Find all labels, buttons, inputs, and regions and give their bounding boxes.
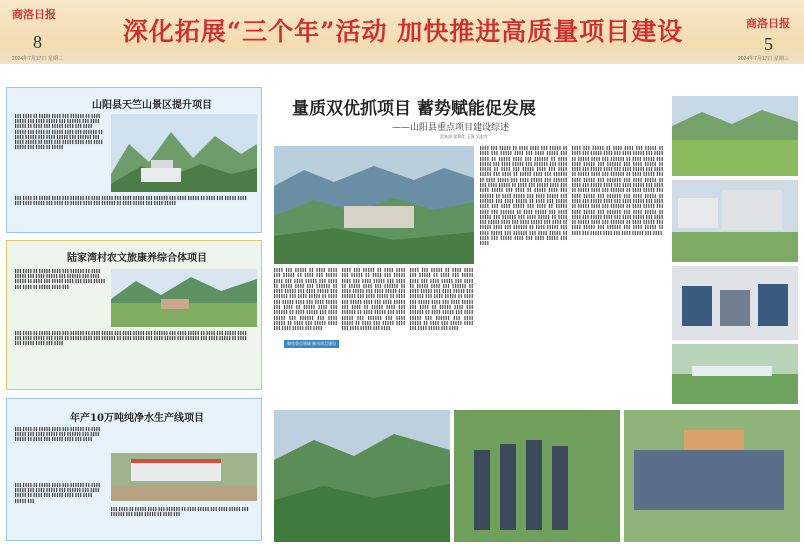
county-aerial-image [274, 146, 474, 264]
project-panel-3 [6, 398, 262, 541]
page-title: 深化拓展“三个年”活动 加快推进高质量项目建设 [122, 17, 684, 46]
masthead-right: 商洛日报 [746, 17, 790, 30]
date-left: 2024年7月17日 星期三 [12, 56, 63, 62]
article-column: ▌▌▌▌ ▌▌▌ ▌▌▌▌▌ ▌▌ ▌▌▌▌ ▌▌▌▌ ▌▌▌ ▌▌▌▌▌ ▌▌ ▌▌▌▌ ▌▌▌ ▌▌▌▌▌ ▌▌▌▌ ▌▌▌ ▌▌▌▌ ▌▌▌▌▌ ▌▌▌ ▌▌▌▌ ▌▌ ▌▌▌▌▌ ▌▌▌▌ ▌▌▌ ▌▌▌▌▌▌ ▌▌ ▌▌▌▌ ▌▌▌▌▌ ▌▌▌ ▌▌▌▌ ▌▌▌▌▌ ▌▌▌ ▌▌▌▌▌▌ ▌▌▌ ▌▌▌▌ ▌▌▌▌▌ ▌▌ ▌▌▌▌ ▌▌▌ ▌▌▌▌▌ ▌▌▌▌ ▌▌▌ ▌▌▌▌ ▌▌▌▌▌ ▌▌▌ ▌▌▌▌ ▌▌ ▌▌▌▌▌ ▌▌▌▌ ▌▌▌ ▌▌▌▌▌▌ ▌▌ ▌▌▌▌ ▌▌▌▌▌ ▌▌▌ ▌▌▌▌ ▌▌▌▌▌ ▌▌▌ ▌▌▌▌▌▌ ▌▌▌ ▌▌▌▌ ▌▌▌▌▌ ▌▌ ▌▌▌▌ ▌▌▌ ▌▌▌▌▌ ▌▌▌▌ ▌▌▌ ▌▌▌▌ ▌▌▌▌▌ ▌▌▌ ▌▌▌▌ ▌▌ ▌▌▌▌▌ ▌▌▌▌ ▌▌▌ ▌▌▌▌▌▌ ▌▌ ▌▌▌▌ ▌▌▌▌▌ ▌▌▌ ▌▌▌▌ ▌▌▌▌▌ ▌▌▌ ▌▌▌▌▌▌ ▌▌▌ ▌▌▌▌ ▌▌▌▌▌ ▌▌ ▌▌▌▌ ▌▌▌ ▌▌▌▌▌ ▌▌▌▌ ▌▌▌ ▌▌▌▌ ▌▌▌▌▌ ▌▌▌ ▌▌▌▌ ▌▌ ▌▌▌▌▌ ▌▌▌▌ ▌▌▌ ▌▌▌▌▌▌ ▌▌ ▌▌▌▌ ▌▌▌▌▌ ▌▌▌ ▌▌▌▌ ▌▌▌▌▌ ▌▌▌ ▌▌▌▌▌▌ ▌▌▌ ▌▌▌▌ ▌▌▌▌▌ ▌▌ ▌▌▌▌ ▌▌▌ ▌▌▌▌▌ ▌▌▌▌ ▌▌▌ ▌▌▌▌ ▌▌▌▌▌ ▌▌▌ ▌▌▌▌ ▌▌ ▌▌▌▌▌ ▌▌▌▌ ▌▌▌ ▌▌▌▌▌▌ ▌▌ ▌▌▌▌ ▌▌▌▌▌ ▌▌▌ ▌▌▌▌ ▌▌▌▌▌ ▌▌▌ ▌▌▌▌▌▌ ▌▌▌ ▌▌▌▌ ▌▌▌▌▌ ▌▌ ▌▌▌▌ ▌▌▌ ▌▌▌▌▌ ▌▌▌▌ ▌▌▌ ▌▌▌▌ ▌▌▌▌▌ ▌▌▌ ▌▌▌▌ [572, 146, 664, 235]
valley-image [274, 410, 450, 542]
project-text-block-2: ▌▌▌ ▌▌▌▌ ▌▌ ▌▌▌▌▌ ▌▌▌▌ ▌▌▌ ▌▌▌▌▌▌ ▌▌ ▌▌▌▌ ▌▌▌▌▌ ▌▌▌ ▌▌▌▌ ▌▌▌▌▌ ▌▌▌ ▌▌▌▌▌▌ ▌▌▌ ▌▌▌▌ ▌▌▌▌▌ ▌▌ ▌▌▌▌ ▌▌▌ ▌▌▌▌▌ ▌▌▌▌ ▌▌▌ ▌▌▌▌ ▌▌▌▌▌ ▌▌▌ ▌▌▌▌ ▌▌ ▌▌▌▌▌ ▌▌▌▌ ▌▌▌ ▌▌▌▌▌▌ ▌▌ ▌▌▌▌ ▌▌▌▌▌ ▌▌▌ ▌▌▌▌ ▌▌▌▌▌ [15, 196, 248, 206]
section-subhead: 聚焦重点领域 推动项目建设 [284, 340, 339, 348]
bottom-photo-1 [274, 410, 450, 542]
lead-photo [274, 146, 474, 264]
article-column: ▌▌▌▌ ▌▌▌ ▌▌▌▌▌ ▌▌ ▌▌▌▌ ▌▌▌▌ ▌▌▌ ▌▌▌▌▌ ▌▌ ▌▌▌▌ ▌▌▌ ▌▌▌▌▌ ▌▌▌▌ ▌▌▌ ▌▌▌▌ ▌▌▌▌▌ ▌▌▌ ▌▌▌▌ ▌▌ ▌▌▌▌▌ ▌▌▌▌ ▌▌▌ ▌▌▌▌▌▌ ▌▌ ▌▌▌▌ ▌▌▌▌▌ ▌▌▌ ▌▌▌▌ ▌▌▌▌▌ ▌▌▌ ▌▌▌▌▌▌ ▌▌▌ ▌▌▌▌ ▌▌▌▌▌ ▌▌ ▌▌▌▌ ▌▌▌ ▌▌▌▌▌ ▌▌▌▌ ▌▌▌ ▌▌▌▌ ▌▌▌▌▌ ▌▌▌ ▌▌▌▌ ▌▌ ▌▌▌▌▌ ▌▌▌▌ ▌▌▌ ▌▌▌▌▌▌ ▌▌ ▌▌▌▌ ▌▌▌▌▌ ▌▌▌ ▌▌▌▌ ▌▌▌▌▌ ▌▌▌ ▌▌▌▌▌▌ ▌▌▌ ▌▌▌▌ ▌▌▌▌▌ ▌▌ ▌▌▌▌ ▌▌▌ ▌▌▌▌▌ ▌▌▌▌ ▌▌▌ ▌▌▌▌ ▌▌▌▌▌ ▌▌▌ ▌▌▌▌ [274, 268, 338, 331]
date-right: 2024年7月17日 星期三 [738, 56, 789, 62]
article-column: ▌▌▌▌ ▌▌▌ ▌▌▌▌▌ ▌▌ ▌▌▌▌ ▌▌▌▌ ▌▌▌ ▌▌▌▌▌ ▌▌ ▌▌▌▌ ▌▌▌ ▌▌▌▌▌ ▌▌▌▌ ▌▌▌ ▌▌▌▌ ▌▌▌▌▌ ▌▌▌ ▌▌▌▌ ▌▌ ▌▌▌▌▌ ▌▌▌▌ ▌▌▌ ▌▌▌▌▌▌ ▌▌ ▌▌▌▌ ▌▌▌▌▌ ▌▌▌ ▌▌▌▌ ▌▌▌▌▌ ▌▌▌ ▌▌▌▌▌▌ ▌▌▌ ▌▌▌▌ ▌▌▌▌▌ ▌▌ ▌▌▌▌ ▌▌▌ ▌▌▌▌▌ ▌▌▌▌ ▌▌▌ ▌▌▌▌ ▌▌▌▌▌ ▌▌▌ ▌▌▌▌ ▌▌ ▌▌▌▌▌ ▌▌▌▌ ▌▌▌ ▌▌▌▌▌▌ ▌▌ ▌▌▌▌ ▌▌▌▌▌ ▌▌▌ ▌▌▌▌ ▌▌▌▌▌ ▌▌▌ ▌▌▌▌▌▌ ▌▌▌ ▌▌▌▌ ▌▌▌▌▌ ▌▌ ▌▌▌▌ ▌▌▌ ▌▌▌▌▌ ▌▌▌▌ ▌▌▌ ▌▌▌▌ ▌▌▌▌▌ ▌▌▌ ▌▌▌▌ ▌▌ ▌▌▌▌▌ ▌▌▌▌ ▌▌▌ ▌▌▌▌▌▌ ▌▌ ▌▌▌▌ ▌▌▌▌▌ ▌▌▌ ▌▌▌▌ ▌▌▌▌▌ ▌▌▌ ▌▌▌▌▌▌ ▌▌▌ ▌▌▌▌ ▌▌▌▌▌ ▌▌ ▌▌▌▌ ▌▌▌ ▌▌▌▌▌ ▌▌▌▌ ▌▌▌ ▌▌▌▌ ▌▌▌▌▌ ▌▌▌ ▌▌▌▌ ▌▌ ▌▌▌▌▌ ▌▌▌▌ ▌▌▌ ▌▌▌▌▌▌ ▌▌ ▌▌▌▌ ▌▌▌▌▌ ▌▌▌ ▌▌▌▌ ▌▌▌▌▌ ▌▌▌ ▌▌▌▌▌▌ ▌▌▌ ▌▌▌▌ ▌▌▌▌▌ ▌▌ ▌▌▌▌ ▌▌▌ ▌▌▌▌▌ ▌▌▌▌ ▌▌▌ ▌▌▌▌ ▌▌▌▌▌ ▌▌▌ ▌▌▌▌ ▌▌ ▌▌▌▌▌ ▌▌▌▌ ▌▌▌ ▌▌▌▌▌▌ ▌▌ ▌▌▌▌ ▌▌▌▌▌ ▌▌▌ ▌▌▌▌ ▌▌▌▌▌ ▌▌▌ ▌▌▌▌▌▌ ▌▌▌ ▌▌▌▌ ▌▌▌▌▌ ▌▌ ▌▌▌▌ ▌▌▌ ▌▌▌▌▌ ▌▌▌▌ ▌▌▌ ▌▌▌▌ ▌▌▌▌▌ ▌▌▌ ▌▌▌▌ [480, 146, 568, 246]
greenhouse-image [672, 344, 798, 404]
project-text-block: ▌▌▌ ▌▌▌▌ ▌▌ ▌▌▌▌▌ ▌▌▌▌ ▌▌▌ ▌▌▌▌▌▌ ▌▌ ▌▌▌▌ ▌▌▌▌▌ ▌▌▌ ▌▌▌▌ ▌▌▌▌▌ ▌▌▌ ▌▌▌▌▌▌ ▌▌▌ ▌▌▌▌ ▌▌▌▌▌ ▌▌ ▌▌▌▌ ▌▌▌ ▌▌▌▌▌ ▌▌▌▌ ▌▌▌ ▌▌▌▌ ▌▌▌▌▌ ▌▌▌ ▌▌▌▌ ▌▌ ▌▌▌▌▌ ▌▌▌▌ ▌▌▌ ▌▌▌▌▌▌ ▌▌ ▌▌▌▌ ▌▌▌▌▌ ▌▌▌ ▌▌▌▌ ▌▌▌▌▌ ▌▌▌ ▌▌▌▌▌▌ ▌▌▌ ▌▌▌▌ ▌▌▌▌▌ ▌▌ ▌▌▌▌ ▌▌▌ ▌▌▌▌▌ ▌▌▌▌ ▌▌▌ ▌▌▌▌ ▌▌▌▌▌ ▌▌▌ ▌▌▌▌ ▌▌ ▌▌▌▌▌ [15, 114, 104, 150]
workshop-photo [672, 266, 798, 340]
factory-image [111, 453, 257, 501]
page-number-left: 8 [33, 32, 42, 52]
workshop-image [672, 266, 798, 340]
project-text-block: ▌▌▌ ▌▌▌▌ ▌▌ ▌▌▌▌▌ ▌▌▌▌ ▌▌▌ ▌▌▌▌▌▌ ▌▌ ▌▌▌▌ ▌▌▌▌▌ ▌▌▌ ▌▌▌▌ ▌▌▌▌▌ ▌▌▌ ▌▌▌▌▌▌ ▌▌▌ ▌▌▌▌ ▌▌▌▌▌ ▌▌ ▌▌▌▌ ▌▌▌ ▌▌▌▌▌ ▌▌▌▌ ▌▌▌ ▌▌▌▌ ▌▌▌▌▌ ▌▌▌ ▌▌▌▌ ▌▌ ▌▌▌▌▌ ▌▌▌▌ ▌▌▌ [15, 269, 106, 289]
project-title: 陆家湾村农文旅康养综合体项目 [67, 253, 207, 264]
greenhouse-photo [672, 344, 798, 404]
project-text-block-2: ▌▌▌ ▌▌▌▌ ▌▌ ▌▌▌▌▌ ▌▌▌▌ ▌▌▌ ▌▌▌▌▌▌ ▌▌ ▌▌▌▌ ▌▌▌▌▌ ▌▌▌ ▌▌▌▌ ▌▌▌▌▌ ▌▌▌ ▌▌▌▌▌▌ ▌▌▌ ▌▌▌▌ ▌▌▌▌▌ ▌▌ ▌▌▌▌ ▌▌▌ ▌▌▌▌▌ ▌▌▌▌ ▌▌▌ ▌▌▌▌ ▌▌▌▌▌ ▌▌▌ ▌▌▌▌ ▌▌ ▌▌▌▌▌ ▌▌▌▌ ▌▌▌ ▌▌▌▌▌▌ ▌▌ ▌▌▌▌ ▌▌▌▌▌ ▌▌▌ ▌▌▌▌ ▌▌▌▌▌ ▌▌▌ ▌▌▌▌▌▌ ▌▌▌ ▌▌▌▌ ▌▌▌▌▌ ▌▌ ▌▌▌▌ ▌▌▌ ▌▌▌▌▌ ▌▌▌▌ ▌▌▌ ▌▌▌▌ [15, 331, 248, 346]
village-photo [111, 269, 257, 327]
project-text-block-3: ▌▌▌ ▌▌▌▌ ▌▌ ▌▌▌▌▌ ▌▌▌▌ ▌▌▌ ▌▌▌▌▌▌ ▌▌ ▌▌▌▌ ▌▌▌▌▌ ▌▌▌ ▌▌▌▌ ▌▌▌▌▌ ▌▌▌ ▌▌▌▌▌▌ ▌▌▌ ▌▌▌▌ ▌▌▌▌▌ ▌▌ ▌▌▌▌ ▌▌▌ [111, 507, 250, 517]
project-text-block: ▌▌▌ ▌▌▌▌ ▌▌ ▌▌▌▌▌ ▌▌▌▌ ▌▌▌ ▌▌▌▌▌▌ ▌▌ ▌▌▌▌ ▌▌▌▌▌ ▌▌▌ ▌▌▌▌ ▌▌▌▌▌ ▌▌▌ ▌▌▌▌▌▌ ▌▌▌ ▌▌▌▌ ▌▌▌▌▌ ▌▌ ▌▌▌▌ ▌▌▌ ▌▌▌▌▌ ▌▌▌▌ ▌▌▌ ▌▌▌▌ [15, 427, 102, 442]
article-byline: 贺来涛 张利红 王强 吴思雪 [440, 134, 488, 139]
project-title: 山阳县天竺山景区提升项目 [92, 100, 212, 111]
bottom-photo-3 [624, 410, 800, 542]
project-panel-2 [6, 240, 262, 390]
bottom-photo-2 [454, 410, 620, 542]
article-headline: 量质双优抓项目 蓄势赋能促发展 [292, 99, 536, 119]
mountain-landscape-image [111, 114, 257, 192]
solar-field-image [624, 410, 800, 542]
tea-garden-image [672, 96, 798, 176]
project-title: 年产10万吨纯净水生产线项目 [70, 413, 204, 424]
scenic-area-photo [111, 114, 257, 192]
masthead-left: 商洛日报 [12, 8, 56, 21]
industrial-park-image [672, 180, 798, 262]
tea-garden-photo [672, 96, 798, 176]
factory-photo [111, 453, 257, 501]
page-number-right: 5 [764, 34, 773, 54]
greenhouses-image [454, 410, 620, 542]
article-column: ▌▌▌▌ ▌▌▌ ▌▌▌▌▌ ▌▌ ▌▌▌▌ ▌▌▌▌ ▌▌▌ ▌▌▌▌▌ ▌▌ ▌▌▌▌ ▌▌▌ ▌▌▌▌▌ ▌▌▌▌ ▌▌▌ ▌▌▌▌ ▌▌▌▌▌ ▌▌▌ ▌▌▌▌ ▌▌ ▌▌▌▌▌ ▌▌▌▌ ▌▌▌ ▌▌▌▌▌▌ ▌▌ ▌▌▌▌ ▌▌▌▌▌ ▌▌▌ ▌▌▌▌ ▌▌▌▌▌ ▌▌▌ ▌▌▌▌▌▌ ▌▌▌ ▌▌▌▌ ▌▌▌▌▌ ▌▌ ▌▌▌▌ ▌▌▌ ▌▌▌▌▌ ▌▌▌▌ ▌▌▌ ▌▌▌▌ ▌▌▌▌▌ ▌▌▌ ▌▌▌▌ ▌▌ ▌▌▌▌▌ ▌▌▌▌ ▌▌▌ ▌▌▌▌▌▌ ▌▌ ▌▌▌▌ ▌▌▌▌▌ ▌▌▌ ▌▌▌▌ ▌▌▌▌▌ ▌▌▌ ▌▌▌▌▌▌ ▌▌▌ ▌▌▌▌ ▌▌▌▌▌ ▌▌ ▌▌▌▌ ▌▌▌ ▌▌▌▌▌ ▌▌▌▌ ▌▌▌ ▌▌▌▌ ▌▌▌▌▌ ▌▌▌ ▌▌▌▌ [342, 268, 406, 331]
project-text-block-2: ▌▌▌ ▌▌▌▌ ▌▌ ▌▌▌▌▌ ▌▌▌▌ ▌▌▌ ▌▌▌▌▌▌ ▌▌ ▌▌▌▌ ▌▌▌▌▌ ▌▌▌ ▌▌▌▌ ▌▌▌▌▌ ▌▌▌ ▌▌▌▌▌▌ ▌▌▌ ▌▌▌▌ ▌▌▌▌▌ ▌▌ ▌▌▌▌ ▌▌▌ ▌▌▌▌▌ ▌▌▌▌ ▌▌▌ ▌▌▌▌ ▌▌▌▌▌ ▌▌▌ [15, 483, 102, 503]
article-column: ▌▌▌▌ ▌▌▌ ▌▌▌▌▌ ▌▌ ▌▌▌▌ ▌▌▌▌ ▌▌▌ ▌▌▌▌▌ ▌▌ ▌▌▌▌ ▌▌▌ ▌▌▌▌▌ ▌▌▌▌ ▌▌▌ ▌▌▌▌ ▌▌▌▌▌ ▌▌▌ ▌▌▌▌ ▌▌ ▌▌▌▌▌ ▌▌▌▌ ▌▌▌ ▌▌▌▌▌▌ ▌▌ ▌▌▌▌ ▌▌▌▌▌ ▌▌▌ ▌▌▌▌ ▌▌▌▌▌ ▌▌▌ ▌▌▌▌▌▌ ▌▌▌ ▌▌▌▌ ▌▌▌▌▌ ▌▌ ▌▌▌▌ ▌▌▌ ▌▌▌▌▌ ▌▌▌▌ ▌▌▌ ▌▌▌▌ ▌▌▌▌▌ ▌▌▌ ▌▌▌▌ ▌▌ ▌▌▌▌▌ ▌▌▌▌ ▌▌▌ ▌▌▌▌▌▌ ▌▌ ▌▌▌▌ ▌▌▌▌▌ ▌▌▌ ▌▌▌▌ ▌▌▌▌▌ ▌▌▌ ▌▌▌▌▌▌ ▌▌▌ ▌▌▌▌ ▌▌▌▌▌ ▌▌ ▌▌▌▌ ▌▌▌ ▌▌▌▌▌ ▌▌▌▌ ▌▌▌ ▌▌▌▌ ▌▌▌▌▌ ▌▌▌ ▌▌▌▌ [410, 268, 474, 331]
project-panel-1 [6, 87, 262, 233]
article-subheadline: ——山阳县重点项目建设综述 [392, 123, 510, 133]
industrial-park-photo [672, 180, 798, 262]
village-landscape-image [111, 269, 257, 327]
